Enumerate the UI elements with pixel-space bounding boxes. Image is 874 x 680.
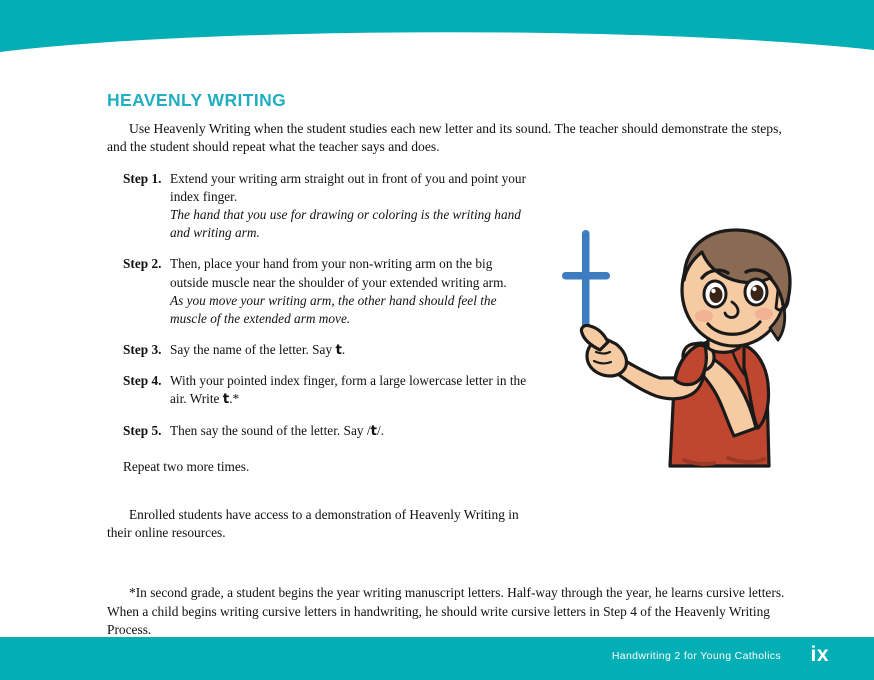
step-label: Step 1.: [123, 171, 162, 187]
step-body: [170, 422, 527, 440]
enrolled-students-paragraph: Enrolled students have access to a demonstration of Heavenly Writing in their online resources.: [107, 507, 519, 541]
step-body: [170, 170, 527, 242]
step-text: Extend your writing arm straight out in front of you and point your index finger.: [170, 171, 527, 205]
footer-book-title: Handwriting 2 for Young Catholics: [611, 650, 781, 662]
step-note: The hand that you use for drawing or coloring is the writing hand and writing arm.: [170, 207, 521, 241]
page-title: HEAVENLY WRITING: [107, 90, 287, 110]
bottom-banner: [0, 637, 874, 680]
step-note: As you move your writing arm, the other hand should feel the muscle of the extended arm move.: [170, 292, 497, 326]
intro-paragraph: Use Heavenly Writing when the student studies each new letter and its sound. The teacher should demonstrate the steps, and the student should repeat what the teacher says and does.: [107, 121, 782, 155]
step-item: [107, 255, 527, 327]
repeat-instruction: Repeat two more times.: [123, 458, 250, 474]
step-text-tail: .: [341, 341, 346, 357]
page-number: ix: [810, 643, 829, 666]
step-item: [107, 341, 527, 359]
step-text: Then say the sound of the letter. Say /: [170, 422, 371, 438]
step-text-tail: /.: [377, 422, 385, 438]
step-body: [170, 341, 527, 359]
letter-glyph: t: [335, 341, 342, 358]
footnote-paragraph: *In second grade, a student begins the year writing manuscript letters. Half-way through the year, he learns cursive letters. When a child begins writing cursive letters in handwriting, he should write cursive letters in Step 4 of the Heavenly Writing Process.: [107, 585, 785, 637]
step-text: Then, place your hand from your non-writing arm on the big outside muscle near the shoulder of your extended writing arm.: [170, 256, 507, 290]
step-text: Say the name of the letter. Say: [170, 341, 336, 357]
letter-glyph: t: [222, 391, 230, 408]
step-text-tail: .*: [229, 391, 240, 407]
step-text: With your pointed index finger, form a large lowercase letter in the air. Write: [170, 373, 527, 407]
boy-pointing-illustration: [556, 228, 824, 490]
step-item: [107, 372, 527, 408]
step-label: Step 2.: [123, 256, 162, 272]
step-body: [170, 372, 527, 408]
step-item: [107, 170, 527, 242]
steps-list: [107, 170, 527, 440]
top-banner: [0, 0, 874, 64]
letter-t-icon: [562, 230, 610, 330]
step-label: Step 5.: [123, 422, 162, 438]
step-body: [170, 255, 527, 327]
step-item: [107, 422, 527, 440]
step-label: Step 4.: [123, 373, 162, 389]
letter-glyph: t: [370, 422, 377, 439]
step-label: Step 3.: [123, 341, 162, 357]
